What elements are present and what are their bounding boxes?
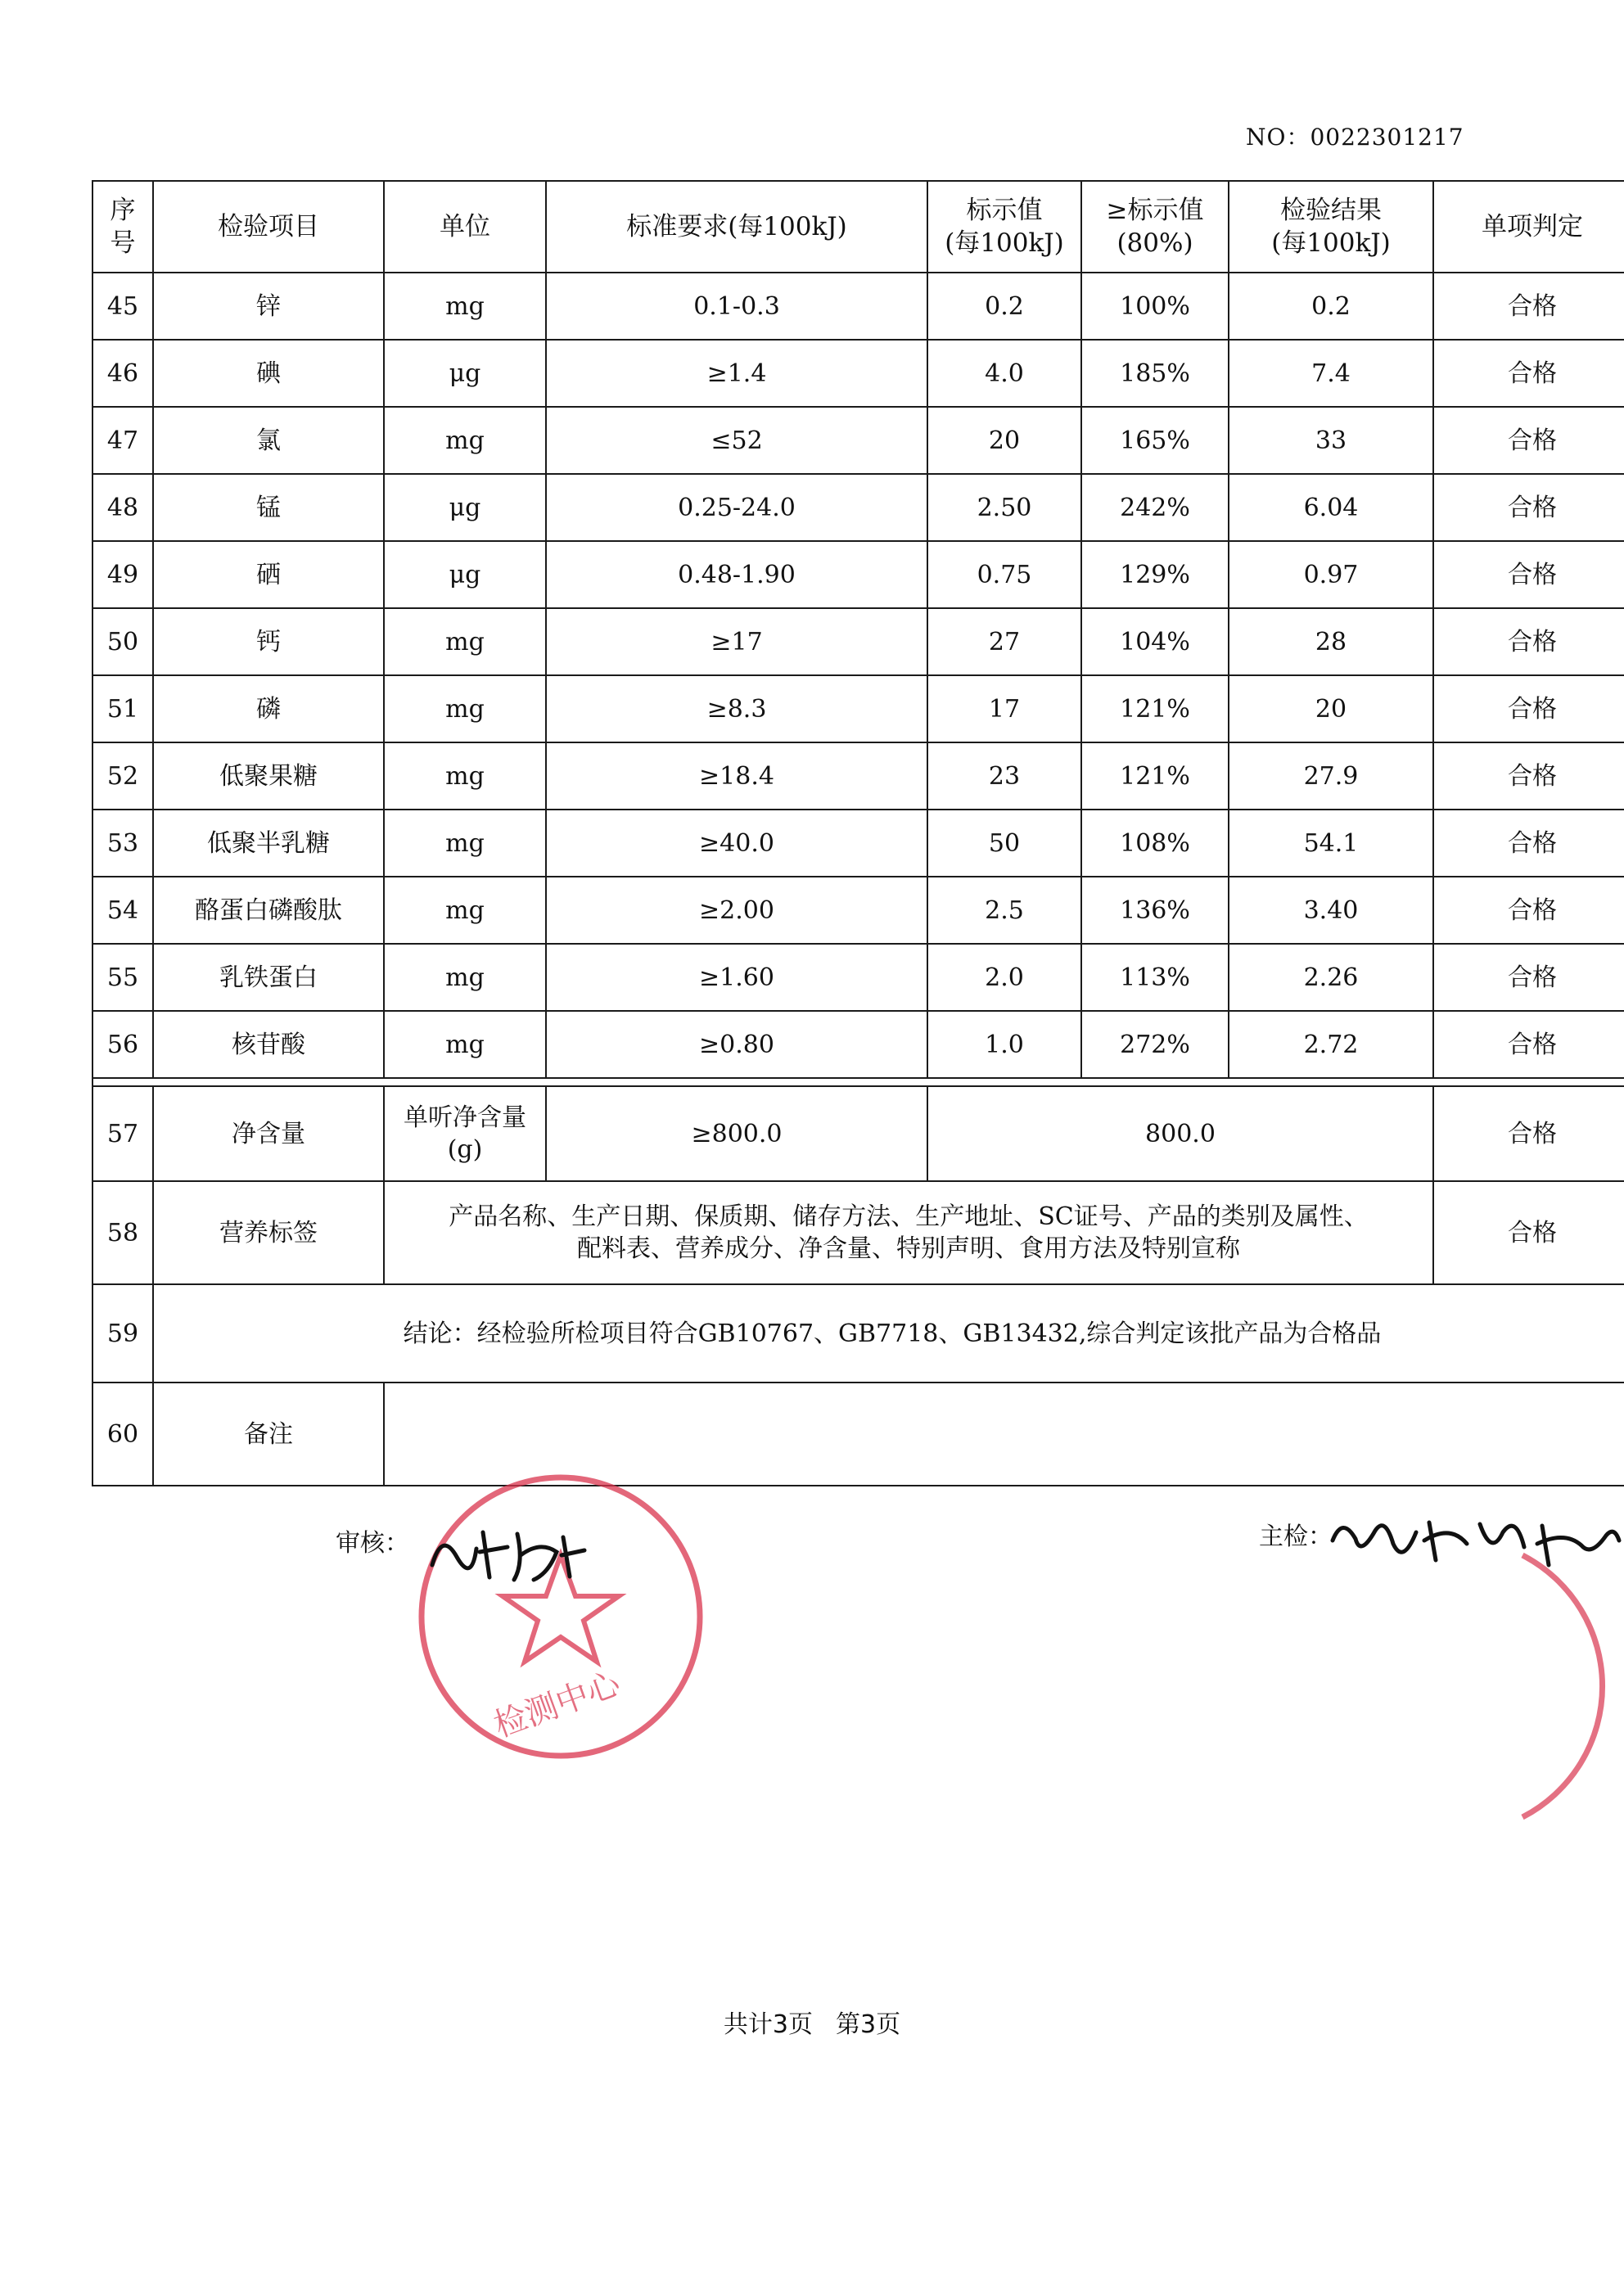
cell-result: 20 (1229, 675, 1433, 742)
cell-pct: 100% (1081, 273, 1229, 340)
cell-item: 低聚半乳糖 (153, 810, 384, 877)
table-row (92, 541, 1624, 608)
cell-labeled: 4.0 (927, 340, 1081, 407)
cell-result: 6.04 (1229, 474, 1433, 541)
cell-item: 氯 (153, 407, 384, 474)
header-no: 序号 (92, 181, 153, 273)
cell-unit: mg (384, 810, 546, 877)
cell-unit: mg (384, 608, 546, 675)
cell-no: 49 (92, 541, 153, 608)
official-stamp (409, 1465, 712, 1768)
cell-unit: 单听净含量 (g) (384, 1086, 546, 1181)
cell-standard: 0.1-0.3 (546, 273, 927, 340)
cell-no: 56 (92, 1011, 153, 1078)
inspector-handwritten-signature (1328, 1508, 1622, 1573)
cell-verdict: 合格 (1433, 1086, 1624, 1181)
cell-no: 46 (92, 340, 153, 407)
inspector-label: 主检： (1259, 1522, 1333, 1551)
cell-standard: ≥2.00 (546, 877, 927, 944)
cell-result: 2.26 (1229, 944, 1433, 1011)
cell-pct: 185% (1081, 340, 1229, 407)
cell-item: 钙 (153, 608, 384, 675)
table-row-net-content (92, 1086, 1624, 1181)
cell-verdict: 合格 (1433, 675, 1624, 742)
cell-item: 乳铁蛋白 (153, 944, 384, 1011)
cell-unit: mg (384, 742, 546, 810)
cell-label-content: 产品名称、生产日期、保质期、储存方法、生产地址、SC证号、产品的类别及属性、 配料表、营养成分、净含量、特别声明、食用方法及特别宣称 (384, 1181, 1433, 1284)
table-row (92, 877, 1624, 944)
reviewer-label: 审核： (336, 1529, 409, 1558)
cell-labeled: 0.75 (927, 541, 1081, 608)
document-number-label: NO： (1246, 124, 1310, 151)
cell-no: 53 (92, 810, 153, 877)
cell-verdict: 合格 (1433, 810, 1624, 877)
cell-standard: ≥800.0 (546, 1086, 927, 1181)
cell-verdict: 合格 (1433, 541, 1624, 608)
cell-standard: ≥1.60 (546, 944, 927, 1011)
cell-unit: mg (384, 944, 546, 1011)
cell-labeled: 2.5 (927, 877, 1081, 944)
cell-pct: 104% (1081, 608, 1229, 675)
cell-pct: 272% (1081, 1011, 1229, 1078)
cell-item: 硒 (153, 541, 384, 608)
cell-verdict: 合格 (1433, 474, 1624, 541)
cell-item: 磷 (153, 675, 384, 742)
cell-no: 50 (92, 608, 153, 675)
cell-no: 47 (92, 407, 153, 474)
cell-pct: 121% (1081, 675, 1229, 742)
cell-no: 45 (92, 273, 153, 340)
cell-standard: ≥40.0 (546, 810, 927, 877)
cell-verdict: 合格 (1433, 273, 1624, 340)
document-number-value: 0022301217 (1310, 124, 1464, 151)
cell-item: 碘 (153, 340, 384, 407)
header-standard: 标准要求(每100kJ) (546, 181, 927, 273)
cell-standard: ≥18.4 (546, 742, 927, 810)
cell-labeled: 50 (927, 810, 1081, 877)
cell-standard: 0.25-24.0 (546, 474, 927, 541)
cell-verdict: 合格 (1433, 608, 1624, 675)
cell-remarks-label: 备注 (153, 1383, 384, 1486)
cell-pct: 121% (1081, 742, 1229, 810)
cell-conclusion: 结论：经检验所检项目符合GB10767、GB7718、GB13432,综合判定该批产品为合格品 (153, 1284, 1624, 1383)
cell-standard: ≥1.4 (546, 340, 927, 407)
cell-item: 低聚果糖 (153, 742, 384, 810)
cell-unit: μg (384, 541, 546, 608)
cell-labeled: 23 (927, 742, 1081, 810)
cell-no: 59 (92, 1284, 153, 1383)
cell-pct: 129% (1081, 541, 1229, 608)
cell-labeled: 27 (927, 608, 1081, 675)
cell-item: 锰 (153, 474, 384, 541)
stamp-text: 检测中心 (489, 1664, 625, 1745)
cell-verdict: 合格 (1433, 407, 1624, 474)
table-row (92, 273, 1624, 340)
cell-result: 0.97 (1229, 541, 1433, 608)
inspection-table (92, 180, 1624, 1486)
header-verdict: 单项判定 (1433, 181, 1624, 273)
cell-result: 7.4 (1229, 340, 1433, 407)
cell-no: 55 (92, 944, 153, 1011)
cell-pct: 113% (1081, 944, 1229, 1011)
cell-result: 28 (1229, 608, 1433, 675)
cell-labeled: 0.2 (927, 273, 1081, 340)
cell-no: 54 (92, 877, 153, 944)
cell-verdict: 合格 (1433, 1011, 1624, 1078)
page-footer (0, 2004, 1624, 2040)
cell-item: 酪蛋白磷酸肽 (153, 877, 384, 944)
cell-unit: μg (384, 340, 546, 407)
cell-unit: mg (384, 877, 546, 944)
reviewer-signature (336, 1522, 409, 1558)
cell-result: 2.72 (1229, 1011, 1433, 1078)
table-row (92, 810, 1624, 877)
cell-labeled: 1.0 (927, 1011, 1081, 1078)
reviewer-handwritten-signature (426, 1516, 589, 1590)
cell-pct: 242% (1081, 474, 1229, 541)
table-row (92, 742, 1624, 810)
cell-verdict: 合格 (1433, 340, 1624, 407)
cell-verdict: 合格 (1433, 877, 1624, 944)
document-number (1246, 120, 1464, 152)
page-current: 第3页 (836, 2010, 901, 2039)
table-row (92, 340, 1624, 407)
table-row (92, 474, 1624, 541)
cell-item: 锌 (153, 273, 384, 340)
header-item: 检验项目 (153, 181, 384, 273)
cell-result: 33 (1229, 407, 1433, 474)
cell-verdict: 合格 (1433, 944, 1624, 1011)
table-row (92, 1011, 1624, 1078)
table-body (92, 273, 1624, 1078)
cell-result: 54.1 (1229, 810, 1433, 877)
cell-no: 51 (92, 675, 153, 742)
cell-item: 核苷酸 (153, 1011, 384, 1078)
table-header-row (92, 181, 1624, 273)
cell-unit: μg (384, 474, 546, 541)
cell-labeled: 17 (927, 675, 1081, 742)
cell-unit: mg (384, 675, 546, 742)
table-row (92, 944, 1624, 1011)
header-result: 检验结果 (每100kJ) (1229, 181, 1433, 273)
table-row-nutrition-label (92, 1181, 1624, 1284)
inspector-signature (1259, 1516, 1333, 1552)
cell-pct: 165% (1081, 407, 1229, 474)
table-row (92, 675, 1624, 742)
cell-item: 净含量 (153, 1086, 384, 1181)
header-labeled: 标示值 (每100kJ) (927, 181, 1081, 273)
cell-no: 58 (92, 1181, 153, 1284)
cell-standard: ≥17 (546, 608, 927, 675)
partial-stamp (1506, 1539, 1624, 1834)
table-row (92, 407, 1624, 474)
cell-labeled: 20 (927, 407, 1081, 474)
cell-standard: ≤52 (546, 407, 927, 474)
cell-unit: mg (384, 1011, 546, 1078)
cell-result: 0.2 (1229, 273, 1433, 340)
cell-verdict: 合格 (1433, 1181, 1624, 1284)
cell-verdict: 合格 (1433, 742, 1624, 810)
cell-item: 营养标签 (153, 1181, 384, 1284)
cell-standard: ≥8.3 (546, 675, 927, 742)
cell-no: 48 (92, 474, 153, 541)
page-total: 共计3页 (723, 2010, 813, 2039)
cell-unit: mg (384, 273, 546, 340)
table-row (92, 608, 1624, 675)
cell-result: 3.40 (1229, 877, 1433, 944)
cell-no: 60 (92, 1383, 153, 1486)
cell-result: 27.9 (1229, 742, 1433, 810)
cell-labeled: 2.50 (927, 474, 1081, 541)
header-unit: 单位 (384, 181, 546, 273)
cell-unit: mg (384, 407, 546, 474)
cell-no: 52 (92, 742, 153, 810)
table-gap-row (92, 1078, 1624, 1086)
table-row-conclusion (92, 1284, 1624, 1383)
cell-standard: ≥0.80 (546, 1011, 927, 1078)
cell-standard: 0.48-1.90 (546, 541, 927, 608)
cell-labeled: 2.0 (927, 944, 1081, 1011)
cell-remarks-text (384, 1383, 1624, 1486)
cell-no: 57 (92, 1086, 153, 1181)
cell-result: 800.0 (927, 1086, 1433, 1181)
cell-pct: 108% (1081, 810, 1229, 877)
cell-pct: 136% (1081, 877, 1229, 944)
table-row-remarks (92, 1383, 1624, 1486)
header-pct: ≥标示值 (80%) (1081, 181, 1229, 273)
